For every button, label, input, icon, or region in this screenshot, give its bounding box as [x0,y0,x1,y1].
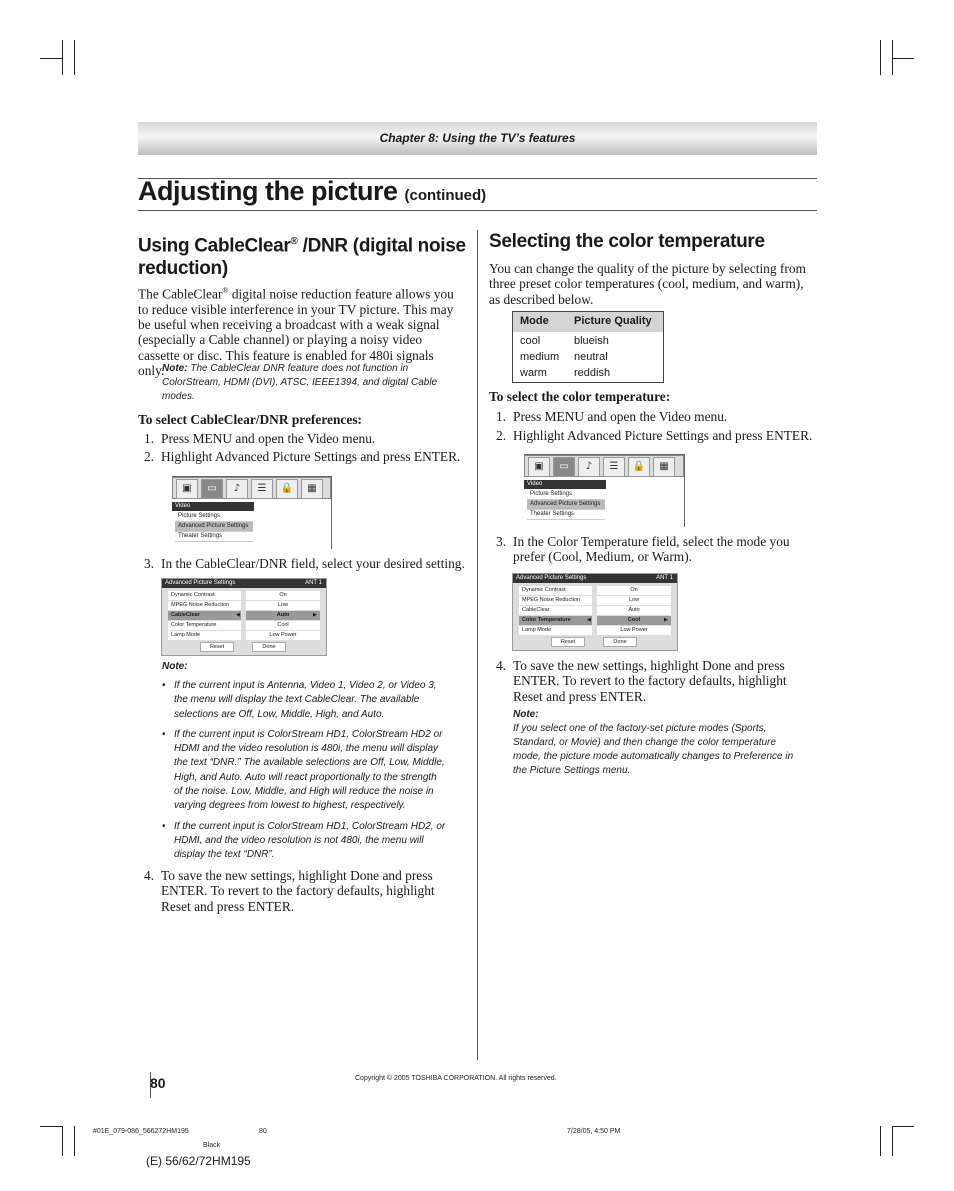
lock-icon: 🔒 [628,457,650,477]
video-menu-label: Video [172,502,254,511]
crop-mark [62,40,63,75]
color-temperature-lead: To select the color temperature: [489,389,671,404]
left-step-2: 2. Highlight Advanced Picture Settings and press ENTER. [144,449,461,464]
color-plate: Black [203,1142,221,1149]
right-note-label: Note: [513,709,539,720]
arrow-right-icon[interactable]: ▶ [313,612,317,618]
menu-item-theater-settings[interactable]: Theater Settings [527,510,605,520]
lock-icon: 🔒 [276,479,298,499]
video-menu-label: Video [524,480,606,489]
panel-row-mpeg-noise-reduction[interactable]: MPEG Noise Reduction Low [168,601,320,610]
advanced-picture-settings-panel-right [512,573,678,651]
menu-item-theater-settings[interactable]: Theater Settings [175,532,253,542]
panel-header: Advanced Picture Settings ANT 1 [162,579,326,588]
model-number: (E) 56/62/72HM195 [146,1154,251,1168]
panel-row-color-temperature[interactable]: Color Temperature Cool [168,621,320,630]
arrow-left-icon[interactable]: ◀ [236,612,240,618]
audio-icon: ♪ [226,479,248,499]
crop-mark [892,40,893,75]
table-row: warm reddish [520,367,611,379]
done-button[interactable]: Done [603,637,637,647]
title-rule-bottom [138,210,817,211]
panel-row-cableclear[interactable]: CableClear Auto ◀ ▶ [168,611,320,620]
file-name: #01E_079-086_566272HM195 [93,1128,189,1135]
section-heading-cableclear: Using CableClear® /DNR (digital noise reduction) [138,235,466,280]
bullet-item: • If the current input is Antenna, Video 1, Video 2, or Video 3, the menu will display the text CableClear. The available selections are Off, Low, Middle, High, and Auto. [162,679,447,722]
arrow-left-icon[interactable]: ◀ [587,617,591,623]
video-icon: ▭ [201,479,223,499]
menu-item-picture-settings[interactable]: Picture Settings [527,490,605,500]
menu-icon-row [172,477,331,499]
left-step-1: 1. Press MENU and open the Video menu. [144,431,376,446]
video-menu-screenshot-left [172,476,332,549]
print-date: 7/28/05, 4:50 PM [567,1128,621,1135]
right-step-3: 3. In the Color Temperature field, select the mode you prefer (Cool, Medium, or Warm). [496,534,790,565]
section-heading-color-temperature: Selecting the color temperature [489,231,765,252]
right-step-1: 1. Press MENU and open the Video menu. [496,409,728,424]
reset-button[interactable]: Reset [551,637,585,647]
left-step-3: 3. In the CableClear/DNR field, select your desired setting. [144,556,465,571]
page-number: 80 [150,1075,166,1091]
menu-item-advanced-picture-settings[interactable]: Advanced Picture Settings [175,522,253,532]
table-header: Mode Picture Quality [513,312,663,332]
crop-mark [892,1126,914,1127]
cableclear-intro: The CableClear® digital noise reduction feature allows you to reduce visible interference in your TV picture. This may be useful when receiving a broadcast with a weak signal (especially a Cable channel) or playing a noisy video cassette or disc. This feature is enabled for 480i signals only. [138,286,454,378]
advanced-picture-settings-panel-left [161,578,327,656]
setup-icon: ☰ [251,479,273,499]
arrow-right-icon[interactable]: ▶ [664,617,668,623]
bullet-item: • If the current input is ColorStream HD1, ColorStream HD2, or HDMI, and the video resolution is not 480i, the menu will display the text “DNR”. [162,820,447,863]
crop-mark [880,1126,881,1156]
right-step-4: 4. To save the new settings, highlight Done and press ENTER. To revert to the factory defaults, highlight Reset and press ENTER. [496,658,787,704]
crop-mark [74,1126,75,1156]
column-divider [477,230,478,1060]
page-title-continued: (continued) [404,187,487,204]
panel-row-mpeg-noise-reduction[interactable]: MPEG Noise Reduction Low [519,596,671,605]
applications-icon: ▦ [301,479,323,499]
menu-icon-row [524,455,684,477]
picture-icon: ▣ [176,479,198,499]
chapter-title: Chapter 8: Using the TV’s features [379,131,576,145]
crop-mark [892,58,914,59]
done-button[interactable]: Done [252,642,286,652]
page-small: 80 [259,1128,267,1135]
menu-item-picture-settings[interactable]: Picture Settings [175,512,253,522]
bullet-item: • If the current input is ColorStream HD1, ColorStream HD2 or HDMI and the video resolution is 480i, the menu will display the text “DNR.” The available selections are Off, Low, Middle, High, and Auto. Auto will react proportionally to the strength of the noise. Low, Middle, and High will reduce the noise in varying degrees from lowest to highest, respectively. [162,728,447,814]
crop-mark [40,1126,62,1127]
panel-row-lamp-mode[interactable]: Lamp Mode Low Power [519,626,671,635]
color-temperature-table [512,311,664,383]
menu-item-advanced-picture-settings[interactable]: Advanced Picture Settings [527,500,605,510]
right-note-text: If you select one of the factory-set picture modes (Sports, Standard, or Movie) and then change the color temperature mode, the picture mode automatically changes to Preference in the Picture Settings menu. [513,723,794,776]
cableclear-lead: To select CableClear/DNR preferences: [138,412,362,427]
right-step-2: 2. Highlight Advanced Picture Settings and press ENTER. [496,428,813,443]
cableclear-bullets [162,679,447,869]
panel-header: Advanced Picture Settings ANT 1 [513,574,677,583]
page-title [138,176,486,207]
video-icon: ▭ [553,457,575,477]
crop-mark [62,1126,63,1156]
crop-mark [74,40,75,75]
table-row: medium neutral [520,351,608,363]
picture-icon: ▣ [528,457,550,477]
panel-row-color-temperature[interactable]: Color Temperature Cool ◀ ▶ [519,616,671,625]
setup-icon: ☰ [603,457,625,477]
panel-row-dynamic-contrast[interactable]: Dynamic Contrast On [519,586,671,595]
panel-row-dynamic-contrast[interactable]: Dynamic Contrast On [168,591,320,600]
left-note2-label: Note: [162,661,188,672]
reset-button[interactable]: Reset [200,642,234,652]
video-menu-screenshot-right [524,454,685,527]
crop-mark [880,40,881,75]
panel-row-lamp-mode[interactable]: Lamp Mode Low Power [168,631,320,640]
table-row: cool blueish [520,335,609,347]
cableclear-note: Note: The CableClear DNR feature does not function in ColorStream, HDMI (DVI), ATSC, IEEE1394, and digital Cable modes. [162,363,438,402]
left-step-4: 4. To save the new settings, highlight Done and press ENTER. To revert to the factory defaults, highlight Reset and press ENTER. [144,868,435,914]
audio-icon: ♪ [578,457,600,477]
copyright: Copyright © 2005 TOSHIBA CORPORATION. All rights reserved. [355,1075,557,1082]
crop-mark [40,58,62,59]
color-temperature-intro: You can change the quality of the picture by selecting from three preset color temperatures (cool, medium, and warm), as described below. [489,261,806,307]
page-title-text: Adjusting the picture [138,176,398,206]
applications-icon: ▦ [653,457,675,477]
panel-row-cableclear[interactable]: CableClear Auto [519,606,671,615]
crop-mark [892,1126,893,1156]
